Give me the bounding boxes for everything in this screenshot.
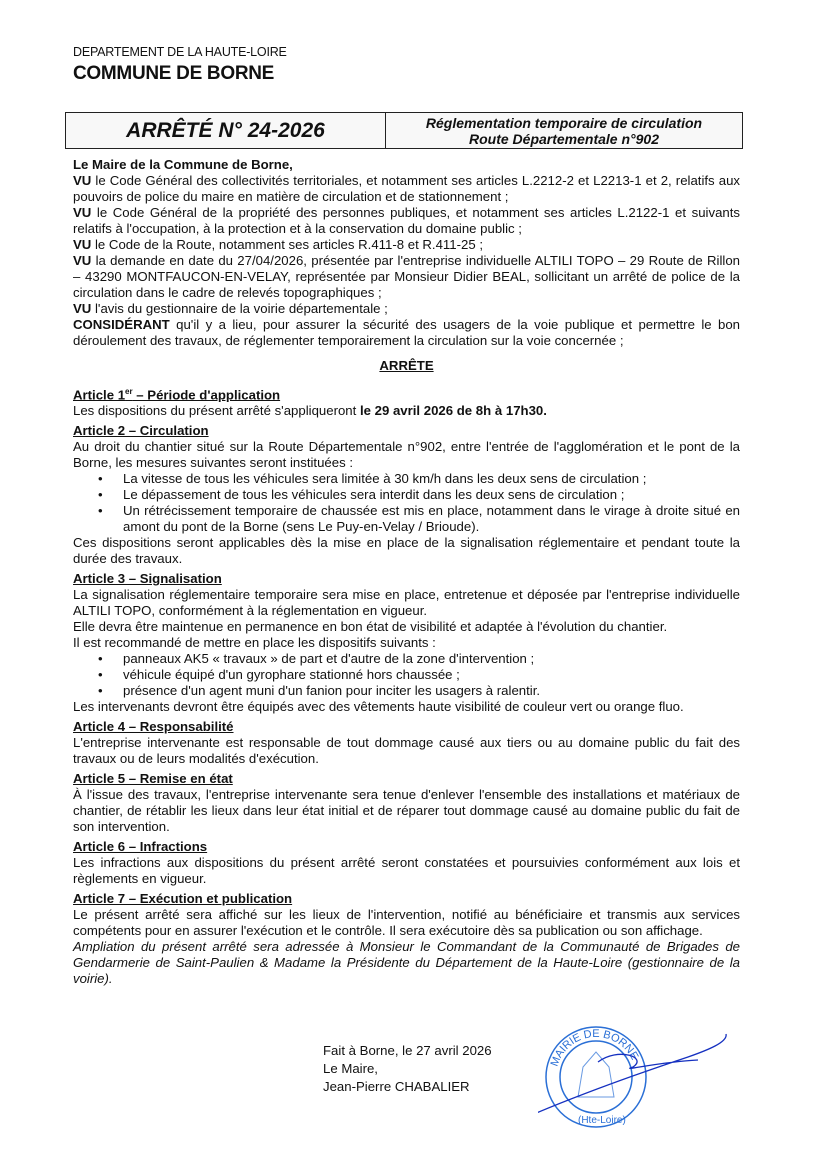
arrete-heading: ARRÊTE <box>379 358 434 373</box>
list-item: • présence d'un agent muni d'un fanion pour inciter les usagers à ralentir. <box>123 683 740 699</box>
svg-text:MAIRIE DE BORNE: MAIRIE DE BORNE <box>548 1027 641 1069</box>
article-5-text: À l'issue des travaux, l'entreprise intervenante sera tenue d'enlever l'ensemble des installations et matériaux de chantier, de rétablir les lieux dans leur état initial et de réparer tout dommage causé au domaine public du fait de son intervention. <box>73 787 740 835</box>
article-3-text: Il est recommandé de mettre en place les dispositifs suivants : <box>73 635 436 651</box>
document-body <box>73 157 740 987</box>
signatory-role: Le Maire, <box>323 1061 378 1076</box>
article-3-list <box>73 651 740 699</box>
vu-clause: VU la demande en date du 27/04/2026, présentée par l'entreprise individuelle ALTILI TOPO – 29 Route de Rillon – 43290 MONTFAUCON-EN-VELAY, représentée par Monsieur Didier BEAL, sollicitant un arrêté de police de la circulation dans le cadre de relevés topographiques ; <box>73 253 740 300</box>
arrete-subject <box>386 113 742 148</box>
article-1-text: Les dispositions du présent arrêté s'appliqueront le 29 avril 2026 de 8h à 17h30. <box>73 403 547 419</box>
place-date: Fait à Borne, le 27 avril 2026 <box>323 1043 492 1058</box>
arrete-number: ARRÊTÉ N° 24-2026 <box>66 113 386 148</box>
mairie-stamp <box>538 1022 738 1132</box>
article-2-list <box>73 471 740 535</box>
article-2-outro: Ces dispositions seront applicables dès la mise en place de la signalisation réglementaire et pendant toute la durée des travaux. <box>73 535 740 567</box>
vu-clause: VU le Code de la Route, notamment ses articles R.411-8 et R.411-25 ; <box>73 237 484 252</box>
list-item: • Un rétrécissement temporaire de chaussée est mis en place, notamment dans le virage à droite situé en amont du pont de la Borne (sens Le Puy-en-Velay / Brioude). <box>123 503 740 535</box>
list-item: • Le dépassement de tous les véhicules sera interdit dans les deux sens de circulation ; <box>123 487 740 503</box>
article-5-title: Article 5 – Remise en état <box>73 771 233 787</box>
ampliation-text: Ampliation du présent arrêté sera adressée à Monsieur le Commandant de la Communauté de Brigades de Gendarmerie de Saint-Paulien & Madame la Présidente du Département de la Haute-Loire (gestionnaire de la voirie). <box>73 939 740 987</box>
vu-clause: VU l'avis du gestionnaire de la voirie départementale ; <box>73 301 388 316</box>
article-3-text: Elle devra être maintenue en permanence en bon état de visibilité et adaptée à l'évolution du chantier. <box>73 619 668 635</box>
article-2-intro: Au droit du chantier situé sur la Route Départementale n°902, entre l'entrée de l'agglomération et le pont de la Borne, les mesures suivantes seront instituées : <box>73 439 740 471</box>
preamble-maire: Le Maire de la Commune de Borne, <box>73 157 293 172</box>
signature-block <box>323 1042 492 1096</box>
signatory-name: Jean-Pierre CHABALIER <box>323 1079 470 1094</box>
list-item: • La vitesse de tous les véhicules sera limitée à 30 km/h dans les deux sens de circulation ; <box>123 471 740 487</box>
article-7-title: Article 7 – Exécution et publication <box>73 891 293 907</box>
department-header: DEPARTEMENT DE LA HAUTE-LOIRE <box>73 45 287 59</box>
article-6-text: Les infractions aux dispositions du présent arrêté seront constatées et poursuivies conformément aux lois et règlements en vigueur. <box>73 855 740 887</box>
list-item: • véhicule équipé d'un gyrophare stationné hors chaussée ; <box>123 667 740 683</box>
subject-line-1: Réglementation temporaire de circulation <box>425 115 703 131</box>
vu-clause: VU le Code Général des collectivités territoriales, et notamment ses articles L.2212-2 et L2213-1 et 2, relatifs aux pouvoirs de police du maire en matière de circulation et de stationnement ; <box>73 173 740 204</box>
article-4-text: L'entreprise intervenante est responsable de tout dommage causé aux tiers ou au domaine public du fait des travaux ou de leurs modalités d'exécution. <box>73 735 740 767</box>
list-item: • panneaux AK5 « travaux » de part et d'autre de la zone d'intervention ; <box>123 651 740 667</box>
subject-line-2: Route Départementale n°902 <box>469 131 659 147</box>
article-3-text: La signalisation réglementaire temporaire sera mise en place, entretenue et déposée par l'entreprise individuelle ALTILI TOPO, conformément à la réglementation en vigueur. <box>73 587 740 619</box>
article-4-title: Article 4 – Responsabilité <box>73 719 234 735</box>
article-3-text: Les intervenants devront être équipés avec des vêtements haute visibilité de couleur vert ou orange fluo. <box>73 699 684 715</box>
vu-clause: VU le Code Général de la propriété des personnes publiques, et notamment ses articles L.2122-1 et suivants relatifs à l'occupation, à la protection et à la conservation du domaine public ; <box>73 205 740 236</box>
title-box <box>65 112 743 149</box>
article-2-title: Article 2 – Circulation <box>73 423 209 439</box>
article-6-title: Article 6 – Infractions <box>73 839 208 855</box>
svg-text:(Hte-Loire): (Hte-Loire) <box>578 1115 626 1126</box>
considerant-clause: CONSIDÉRANT qu'il y a lieu, pour assurer la sécurité des usagers de la voie publique et permettre le bon déroulement des travaux, de réglementer temporairement la circulation sur la voie concernée ; <box>73 317 740 348</box>
commune-header: COMMUNE DE BORNE <box>73 63 275 84</box>
article-1-title: Article 1er – Période d'application <box>73 387 281 403</box>
article-3-title: Article 3 – Signalisation <box>73 571 222 587</box>
article-7-text: Le présent arrêté sera affiché sur les lieux de l'intervention, notifié au bénéficiaire et transmis aux services compétents pour en assurer l'exécution et le contrôle. Il sera exécutoire dès sa publication ou son affichage. <box>73 907 740 939</box>
